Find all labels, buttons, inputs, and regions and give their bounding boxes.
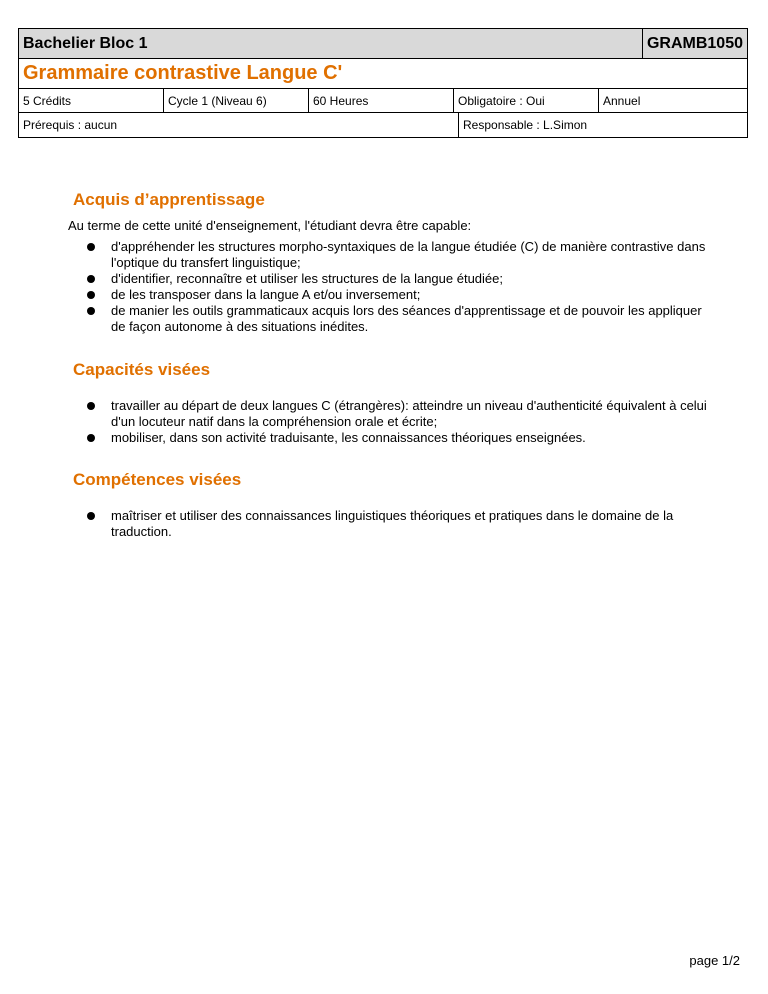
prerequis-cell: Prérequis : aucun	[19, 113, 459, 137]
bullet-icon	[87, 307, 95, 315]
cycle-cell: Cycle 1 (Niveau 6)	[164, 89, 309, 112]
acquis-list	[73, 239, 713, 335]
bullet-icon	[87, 243, 95, 251]
list-item	[87, 303, 713, 335]
list-item-text: d'identifier, reconnaître et utiliser les structures de la langue étudiée;	[111, 271, 503, 286]
heures-cell: 60 Heures	[309, 89, 454, 112]
responsable-cell: Responsable : L.Simon	[463, 118, 588, 132]
section-capacites	[73, 360, 713, 446]
list-item-text: mobiliser, dans son activité traduisante, les connaissances théoriques enseignées.	[111, 430, 586, 445]
header-row-title	[19, 59, 747, 89]
competences-heading: Compétences visées	[73, 470, 242, 489]
list-item	[87, 508, 713, 540]
bullet-icon	[87, 291, 95, 299]
list-item-text: d'appréhender les structures morpho-syntaxiques de la langue étudiée (C) de manière contrastive dans l'optique du transfert linguistique;	[111, 239, 706, 270]
page-number: page 1/2	[689, 953, 740, 968]
acquis-intro: Au terme de cette unité d'enseignement, l'étudiant devra être capable:	[68, 218, 472, 233]
header-row-prereq	[19, 113, 747, 137]
capacites-list	[73, 398, 713, 446]
credits-cell: 5 Crédits	[19, 89, 164, 112]
section-acquis	[68, 190, 713, 335]
list-item-text: travailler au départ de deux langues C (étrangères): atteindre un niveau d'authenticité équivalent à celui d'un locuteur natif dans la compréhension orale et écrite;	[111, 398, 707, 429]
header-row-info	[19, 89, 747, 113]
acquis-heading: Acquis d’apprentissage	[73, 190, 265, 209]
obligatoire-cell: Obligatoire : Oui	[454, 89, 599, 112]
bullet-icon	[87, 512, 95, 520]
list-item	[87, 271, 713, 287]
bullet-icon	[87, 434, 95, 442]
list-item-text: maîtriser et utiliser des connaissances linguistiques théoriques et pratiques dans le domaine de la traduction.	[111, 508, 674, 539]
competences-list	[73, 508, 713, 540]
list-item	[87, 398, 713, 430]
course-header-table	[18, 28, 748, 138]
list-item	[87, 430, 713, 446]
list-item-text: de les transposer dans la langue A et/ou inversement;	[111, 287, 421, 302]
list-item	[87, 239, 713, 271]
capacites-heading: Capacités visées	[73, 360, 211, 379]
header-row-bloc	[19, 29, 747, 59]
bloc-label: Bachelier Bloc 1	[19, 29, 643, 58]
section-competences	[73, 470, 713, 540]
course-code: GRAMB1050	[646, 34, 743, 52]
periode-cell: Annuel	[603, 93, 641, 108]
list-item-text: de manier les outils grammaticaux acquis lors des séances d'apprentissage et de pouvoir les appliquer de façon autonome à des situations inédites.	[111, 303, 702, 334]
list-item	[87, 287, 713, 303]
course-title: Grammaire contrastive Langue C'	[23, 62, 343, 84]
bullet-icon	[87, 275, 95, 283]
bullet-icon	[87, 402, 95, 410]
